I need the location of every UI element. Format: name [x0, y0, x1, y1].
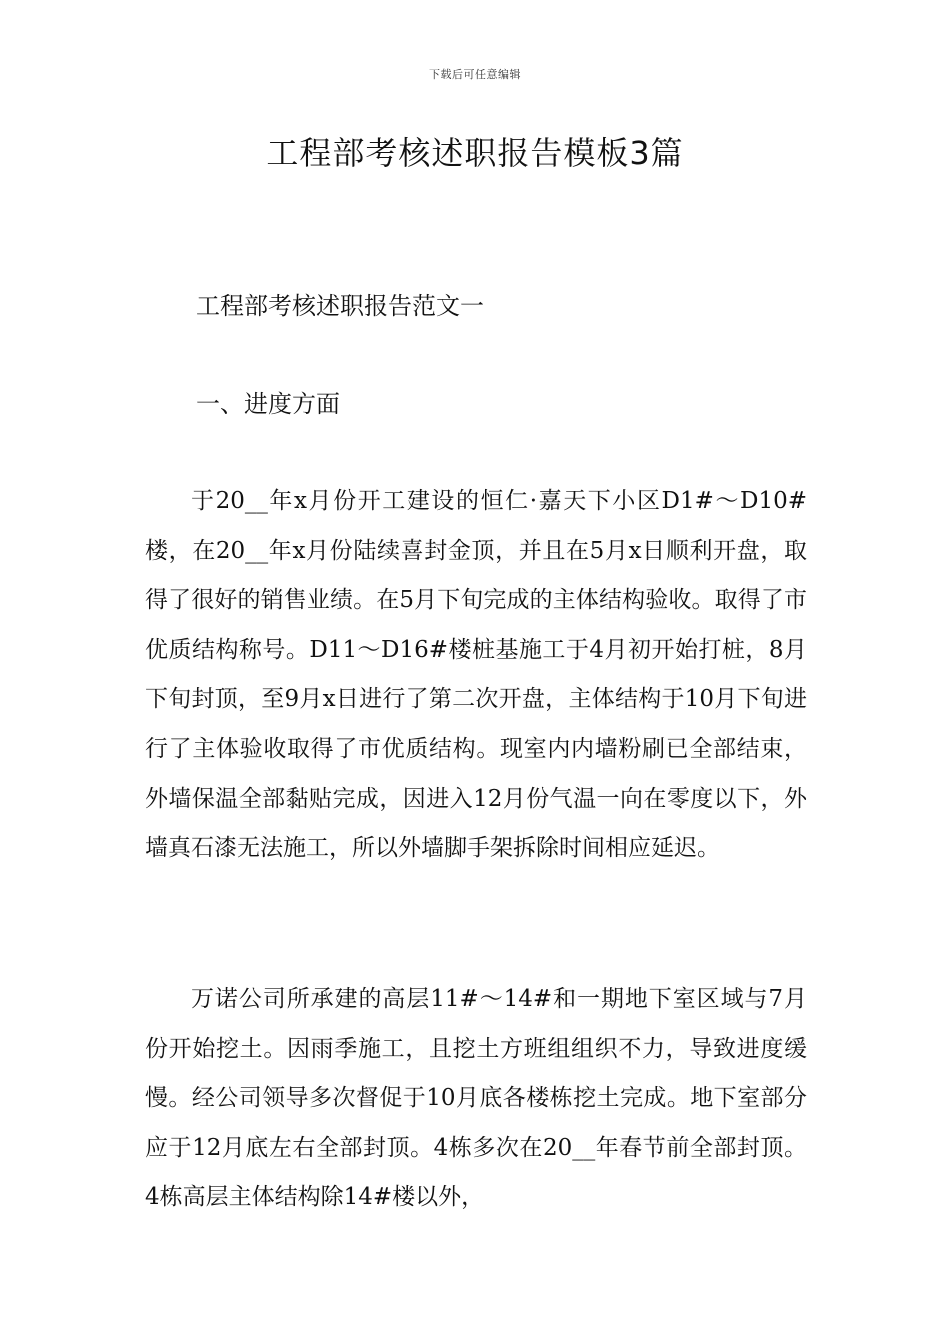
section-heading-progress: 一、进度方面: [196, 390, 340, 418]
subtitle-heading: 工程部考核述职报告范文一: [196, 292, 484, 320]
document-title: 工程部考核述职报告模板3篇: [266, 134, 684, 172]
body-paragraph: 于20__年x月份开工建设的恒仁·嘉天下小区D1#～D10#楼，在20__年x月份陆续喜封金顶，并且在5月x日顺利开盘，取得了很好的销售业绩。在5月下旬完成的主体结构验收。取得了市优质结构称号。D11～D16#楼桩基施工于4月初开始打桩，8月下旬封顶，至9月x日进行了第二次开盘，主体结构于10月下旬进行了主体验收取得了市优质结构。现室内内墙粉刷已全部结束，外墙保温全部黏贴完成，因进入12月份气温一向在零度以下，外墙真石漆无法施工，所以外墙脚手架拆除时间相应延迟。: [145, 488, 807, 862]
header-note: 下载后可任意编辑: [429, 68, 521, 81]
body-paragraph: 万诺公司所承建的高层11#～14#和一期地下室区域与7月份开始挖土。因雨季施工，且挖土方班组组织不力，导致进度缓慢。经公司领导多次督促于10月底各楼栋挖土完成。地下室部分应于12月底左右全部封顶。4栋多次在20__年春节前全部封顶。4栋高层主体结构除14#楼以外，: [145, 986, 807, 1211]
